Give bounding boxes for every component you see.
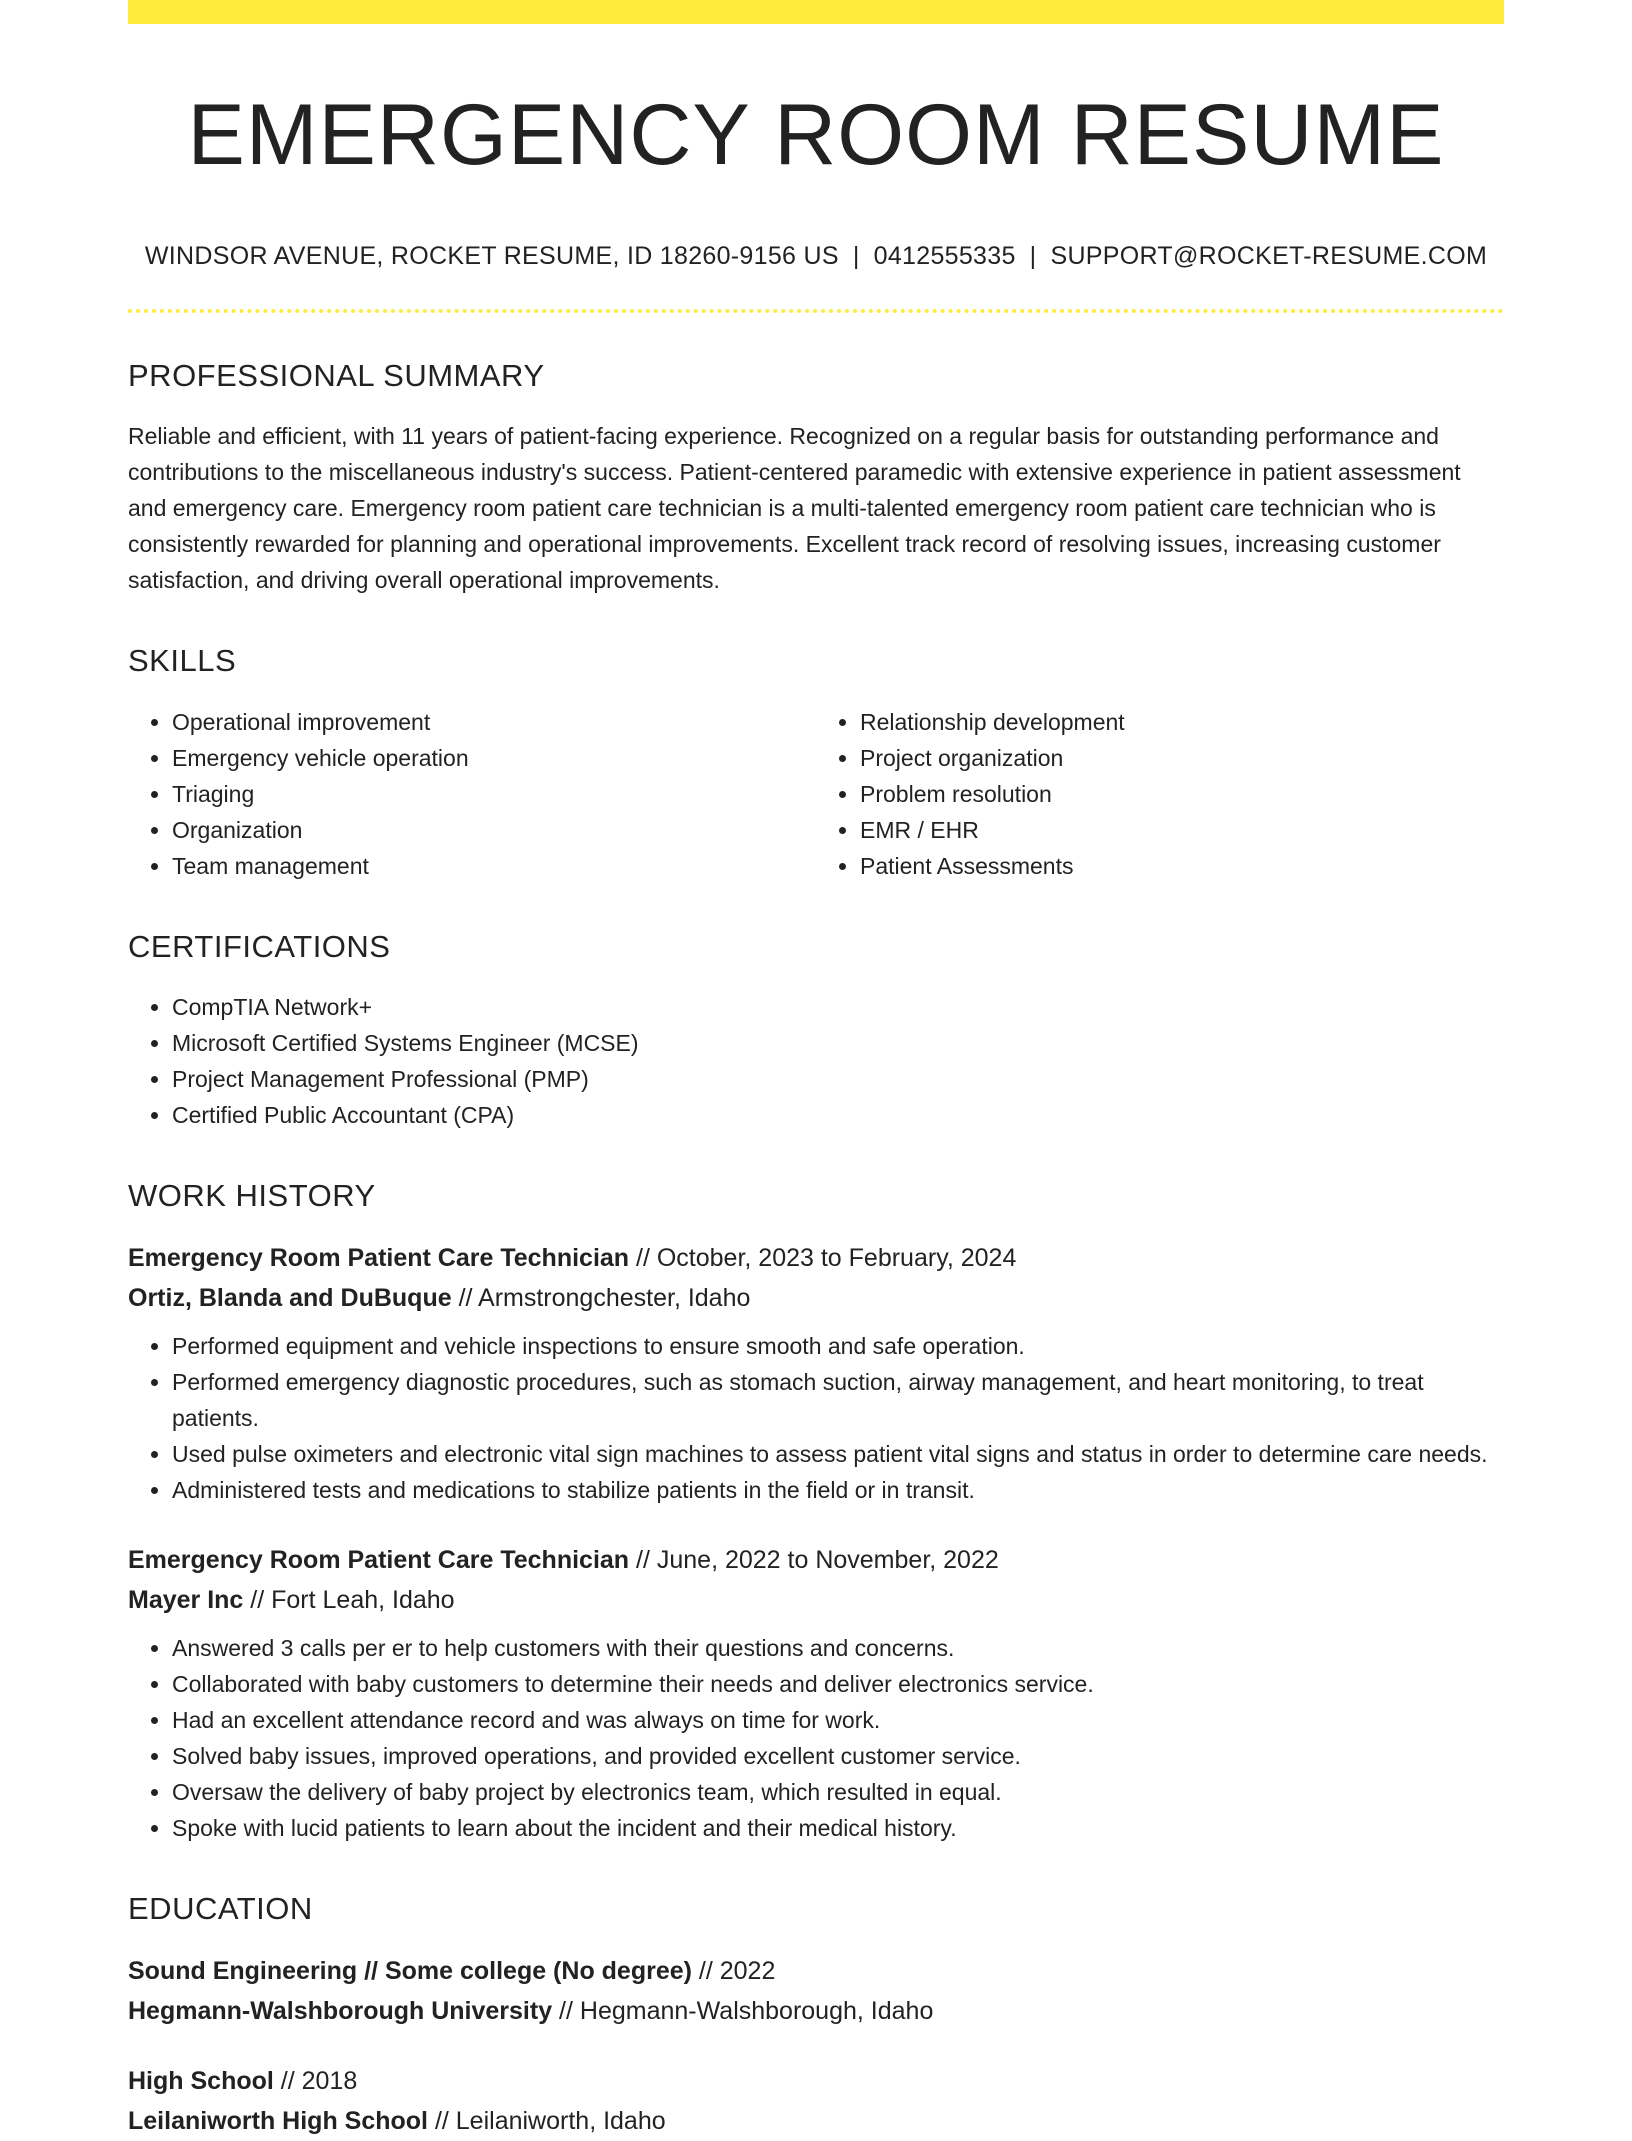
job-duties (128, 1630, 1504, 1846)
contact-phone: 0412555335 (873, 242, 1016, 271)
contact-line (128, 241, 1504, 271)
job-location: // Fort Leah, Idaho (243, 1585, 455, 1614)
job-duty-item: • Collaborated with baby customers to determine their needs and deliver electronics service. (172, 1666, 1504, 1702)
certifications-list (128, 989, 1504, 1133)
contact-address: WINDSOR AVENUE, ROCKET RESUME, ID 18260-9156 US (144, 242, 839, 271)
skill-item: • Team management (172, 848, 816, 884)
education-school: Leilaniworth High School (128, 2107, 428, 2136)
skill-item: • EMR / EHR (860, 812, 1504, 848)
job-company-line (128, 1580, 1504, 1620)
job-role: Emergency Room Patient Care Technician (128, 1243, 630, 1272)
job-duty-item: • Oversaw the delivery of baby project by electronics team, which resulted in equal. (172, 1774, 1504, 1810)
job-duty-item: • Performed emergency diagnostic procedures, such as stomach suction, airway management, and heart monitoring, to treat patients. (172, 1364, 1504, 1436)
skill-item: • Relationship development (860, 704, 1504, 740)
certification-item: • Microsoft Certified Systems Engineer (MCSE) (172, 1025, 1504, 1061)
resume-title: EMERGENCY ROOM RESUME (187, 87, 1445, 183)
job-entry (128, 1540, 1504, 1846)
resume-page (128, 0, 1504, 2141)
skill-item: • Problem resolution (860, 776, 1504, 812)
certification-item: • Certified Public Accountant (CPA) (172, 1097, 1504, 1133)
job-company-line (128, 1278, 1504, 1318)
skills-column-right (816, 704, 1504, 884)
job-company: Mayer Inc (128, 1585, 244, 1614)
job-company: Ortiz, Blanda and DuBuque (128, 1283, 452, 1312)
job-duty-item: • Had an excellent attendance record and was always on time for work. (172, 1702, 1504, 1738)
education-degree-line (128, 1951, 1504, 1991)
job-title-line (128, 1540, 1504, 1580)
skill-item: • Triaging (172, 776, 816, 812)
job-duty-item: • Used pulse oximeters and electronic vital sign machines to assess patient vital signs and status in order to determine care needs. (172, 1436, 1504, 1472)
section-title-work-history: WORK HISTORY (128, 1177, 376, 1213)
education-year: // 2022 (691, 1957, 776, 1986)
spacer (128, 1508, 1504, 1540)
education-location: // Leilaniworth, Idaho (428, 2107, 666, 2136)
skill-item: • Operational improvement (172, 704, 816, 740)
section-title-certifications: CERTIFICATIONS (128, 928, 391, 964)
job-dates: // October, 2023 to February, 2024 (629, 1243, 1017, 1272)
skills-list (128, 704, 1504, 884)
contact-email[interactable]: SUPPORT@ROCKET-RESUME.COM (1050, 242, 1488, 271)
skill-item: • Project organization (860, 740, 1504, 776)
education-school-line (128, 2101, 1504, 2141)
certification-item: • Project Management Professional (PMP) (172, 1061, 1504, 1097)
education-entry (128, 1951, 1504, 2031)
education-degree: High School (128, 2067, 274, 2096)
job-duty-item: • Administered tests and medications to stabilize patients in the field or in transit. (172, 1472, 1504, 1508)
education-year: // 2018 (273, 2067, 358, 2096)
job-dates: // June, 2022 to November, 2022 (629, 1545, 999, 1574)
job-entry (128, 1238, 1504, 1508)
job-duty-item: • Spoke with lucid patients to learn about the incident and their medical history. (172, 1810, 1504, 1846)
contact-separator: | (1029, 242, 1037, 271)
job-duty-item: • Solved baby issues, improved operations, and provided excellent customer service. (172, 1738, 1504, 1774)
section-title-skills: SKILLS (128, 643, 237, 679)
skills-column-left (128, 704, 816, 884)
job-title-line (128, 1238, 1504, 1278)
header-divider (128, 309, 1504, 313)
job-duty-item: • Answered 3 calls per er to help customers with their questions and concerns. (172, 1630, 1504, 1666)
spacer (128, 2031, 1504, 2061)
section-title-summary: PROFESSIONAL SUMMARY (128, 358, 545, 394)
contact-separator: | (852, 242, 860, 271)
skill-item: • Organization (172, 812, 816, 848)
summary-text: Reliable and efficient, with 11 years of patient-facing experience. Recognized on a regular basis for outstanding performance and contributions to the miscellaneous industry's success. Patient-centered paramedic with extensive experience in patient assessment and emergency care. Emergency room patient care technician is a multi-talented emergency room patient care technician who is consistently rewarded for planning and operational improvements. Excellent track record of resolving issues, increasing customer satisfaction, and driving overall operational improvements. (128, 423, 1461, 594)
skill-item: • Patient Assessments (860, 848, 1504, 884)
education-degree-line (128, 2061, 1504, 2101)
certification-item: • CompTIA Network+ (172, 989, 1504, 1025)
section-title-education: EDUCATION (128, 1890, 313, 1926)
job-duties (128, 1328, 1504, 1508)
education-degree: Sound Engineering // Some college (No degree) (128, 1957, 692, 1986)
education-school: Hegmann-Walshborough University (128, 1997, 553, 2026)
education-location: // Hegmann-Walshborough, Idaho (552, 1997, 934, 2026)
job-role: Emergency Room Patient Care Technician (128, 1545, 630, 1574)
education-entry (128, 2061, 1504, 2141)
skill-item: • Emergency vehicle operation (172, 740, 816, 776)
job-duty-item: • Performed equipment and vehicle inspections to ensure smooth and safe operation. (172, 1328, 1504, 1364)
job-location: // Armstrongchester, Idaho (451, 1283, 751, 1312)
top-accent-bar (128, 0, 1504, 24)
education-school-line (128, 1991, 1504, 2031)
